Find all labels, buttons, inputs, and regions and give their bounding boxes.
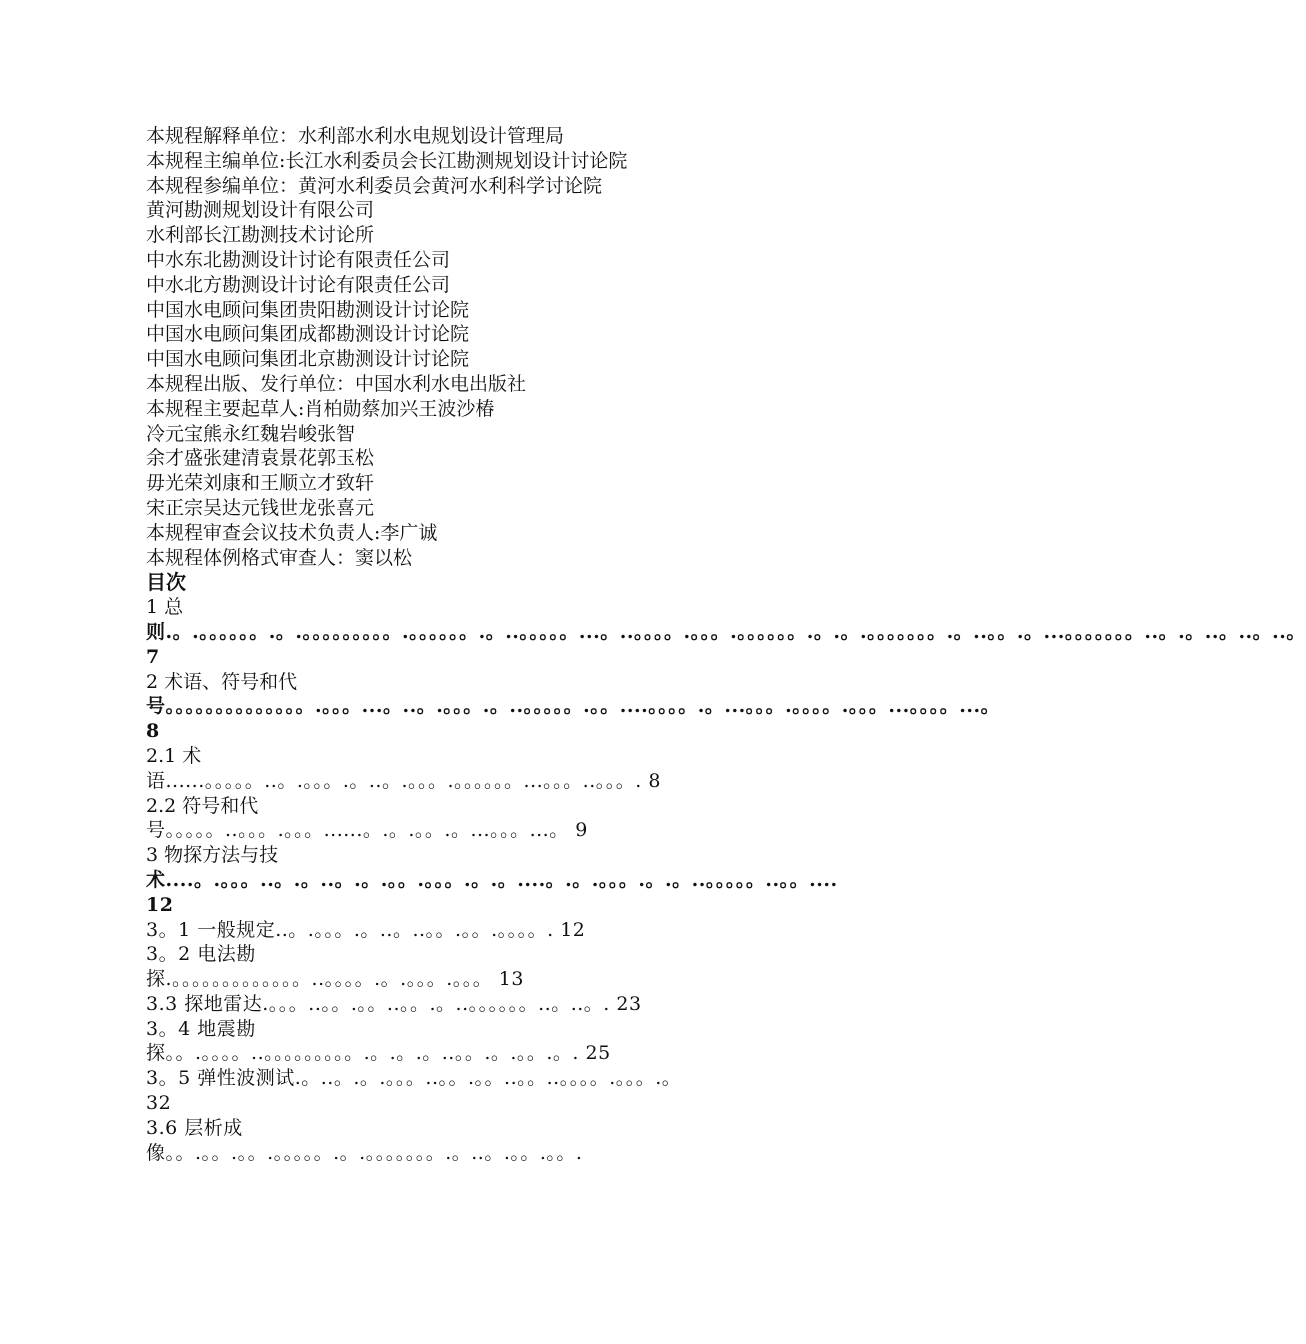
- toc-sub-entry: 3。1 一般规定..。.。。。.。..。..。。.。。.。。。。. 12: [146, 918, 586, 941]
- toc-entry-heading: 3 物探方法与技: [146, 844, 279, 867]
- toc-sub-entry: 3。2 电法勘: [146, 943, 256, 966]
- toc-sub-entry: 3。4 地震勘: [146, 1017, 256, 1040]
- toc-entry-leader: 语......。。。。。..。.。。。.。..。.。。。.。。。。。。...。。。..。。。. 8: [146, 769, 661, 792]
- toc-entry-heading: 2.2 符号和代: [146, 794, 259, 817]
- toc-entries: [146, 595, 1306, 917]
- front-matter-line: 本规程审查会议技术负责人:李广诚: [146, 521, 438, 544]
- toc-entry-leader: 术....。.。。。..。.。..。.。.。。.。。。.。.。....。.。.。。。.。.。..。。。。。..。。....12: [146, 868, 838, 916]
- toc-entry-heading: 1 总: [146, 596, 184, 619]
- toc-sub-entry: 探.。。。。。。。。。。。。。..。。。。.。.。。。.。。。 13: [146, 968, 524, 991]
- front-matter-line: 中水东北勘测设计讨论有限责任公司: [146, 248, 451, 271]
- toc-title: 目次: [146, 570, 186, 595]
- front-matter-line: 余才盛张建清袁景花郭玉松: [146, 447, 375, 470]
- toc-entry-heading: 2 术语、符号和代: [146, 670, 298, 693]
- front-matter-line: 中国水电顾问集团成都勘测设计讨论院: [146, 323, 470, 346]
- front-matter-line: 中水北方勘测设计讨论有限责任公司: [146, 273, 451, 296]
- front-matter-line: 本规程出版、发行单位：中国水利水电出版社: [146, 372, 527, 395]
- front-matter-line: 宋正宗吴达元钱世龙张喜元: [146, 496, 375, 519]
- front-matter-line: 中国水电顾问集团贵阳勘测设计讨论院: [146, 298, 470, 321]
- toc-entry-heading: 2.1 术: [146, 744, 202, 767]
- toc-sub-entry: 3.3 探地雷达.。。。..。。.。。..。。.。..。。。。。。..。..。. 23: [146, 992, 642, 1015]
- toc-sub-entry: 像。。.。。.。。.。。。。。.。.。。。。。。。.。..。.。。.。。.: [146, 1141, 583, 1164]
- front-matter-line: 本规程主要起草人:肖柏勋蔡加兴王波沙椿: [146, 397, 495, 420]
- front-matter-line: 中国水电顾问集团北京勘测设计讨论院: [146, 348, 470, 371]
- toc-entry-leader: 号。。。。。。。。。。。。。。.。。。...。..。.。。。.。..。。。。。.。。....。。。。.。...。。。.。。。。.。。。...。。。。...。8: [146, 695, 1001, 743]
- toc-entry-leader: 则.。.。。。。。。.。.。。。。。。。。。.。。。。。。.。..。。。。。...。..。。。。.。。。.。。。。。。.。.。.。。。。。。。.。..。。.。...。。。。。。。..。.。..。..。..。 7: [146, 620, 1306, 668]
- front-matter-line: 水利部长江勘测技术讨论所: [146, 224, 375, 247]
- toc-sub-entry: 32: [146, 1092, 172, 1115]
- toc-sub-entries: [146, 918, 806, 1166]
- front-matter-line: 本规程参编单位：黄河水利委员会黄河水利科学讨论院: [146, 174, 603, 197]
- front-matter-line: 本规程体例格式审查人：窦以松: [146, 546, 413, 569]
- toc-sub-entry: 探。。.。。。。..。。。。。。。。。.。.。.。..。。.。.。。.。. 25: [146, 1042, 611, 1065]
- front-matter: [146, 124, 806, 570]
- document-body: [146, 124, 1306, 1165]
- front-matter-line: 毋光荣刘康和王顺立才致轩: [146, 472, 375, 495]
- front-matter-line: 本规程解释单位：水利部水利水电规划设计管理局: [146, 125, 565, 147]
- toc-entry-leader: 号。。。。。..。。。.。。。......。.。.。。.。...。。。...。 9: [146, 819, 588, 842]
- front-matter-line: 本规程主编单位:长江水利委员会长江勘测规划设计讨论院: [146, 149, 628, 172]
- front-matter-line: 黄河勘测规划设计有限公司: [146, 199, 375, 222]
- front-matter-line: 冷元宝熊永红魏岩峻张智: [146, 422, 356, 445]
- toc-sub-entry: 3.6 层析成: [146, 1116, 243, 1139]
- toc-sub-entry: 3。5 弹性波测试.。..。.。.。。。..。。.。。..。。..。。。。.。。。.。: [146, 1067, 682, 1090]
